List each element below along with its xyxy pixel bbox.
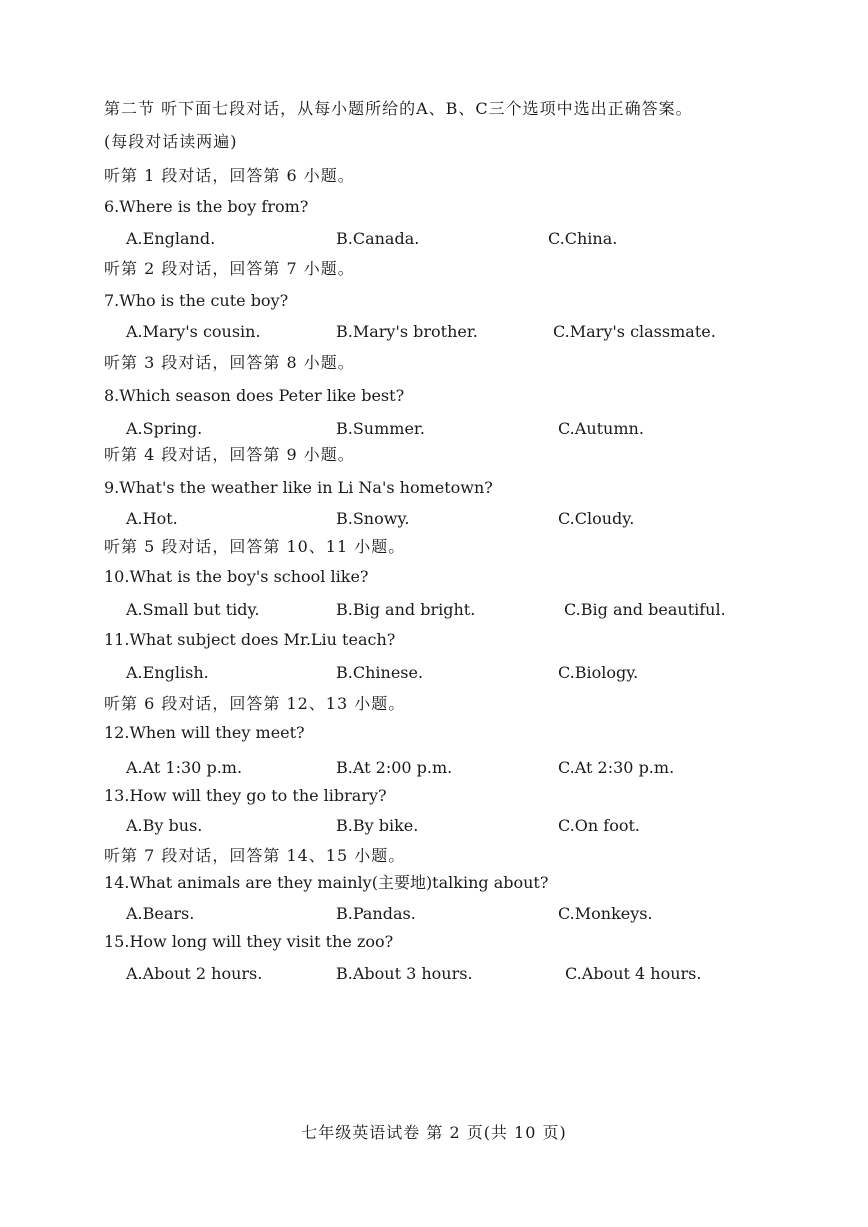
question-13-option-a: A.By bus. [126,816,203,835]
question-9-option-a: A.Hot. [126,509,178,528]
question-12: 12.When will they meet? [104,723,305,742]
question-6-option-a: A.England. [126,229,216,248]
question-15-option-a: A.About 2 hours. [126,964,263,983]
question-15-option-c: C.About 4 hours. [565,964,702,983]
question-11-option-c: C.Biology. [558,663,639,682]
question-12-option-a: A.At 1:30 p.m. [126,758,243,777]
question-9-option-c: C.Cloudy. [558,509,635,528]
dialog-instruction-7: 听第 7 段对话，回答第 14、15 小题。 [104,846,406,865]
page-footer: 七年级英语试卷 第 2 页(共 10 页) [301,1123,567,1142]
question-13: 13.How will they go to the library? [104,786,387,805]
question-11-option-b: B.Chinese. [336,663,424,682]
question-12-option-c: C.At 2:30 p.m. [558,758,675,777]
question-14: 14.What animals are they mainly(主要地)talking about? [104,873,549,892]
dialog-instruction-3: 听第 3 段对话，回答第 8 小题。 [104,353,355,372]
question-7-option-a: A.Mary's cousin. [126,322,261,341]
question-7-option-b: B.Mary's brother. [336,322,478,341]
question-6-option-b: B.Canada. [336,229,420,248]
question-8-option-c: C.Autumn. [558,419,644,438]
question-14-option-a: A.Bears. [126,904,195,923]
section-note: (每段对话读两遍) [104,132,238,151]
question-9: 9.What's the weather like in Li Na's hometown? [104,478,493,497]
question-13-option-b: B.By bike. [336,816,419,835]
question-11: 11.What subject does Mr.Liu teach? [104,630,396,649]
question-8-option-b: B.Summer. [336,419,425,438]
question-11-option-a: A.English. [126,663,209,682]
question-15: 15.How long will they visit the zoo? [104,932,394,951]
question-8: 8.Which season does Peter like best? [104,386,405,405]
question-10-option-a: A.Small but tidy. [126,600,260,619]
dialog-instruction-5: 听第 5 段对话，回答第 10、11 小题。 [104,537,406,556]
question-6: 6.Where is the boy from? [104,197,309,216]
dialog-instruction-1: 听第 1 段对话，回答第 6 小题。 [104,166,355,185]
question-9-option-b: B.Snowy. [336,509,410,528]
question-10-option-c: C.Big and beautiful. [564,600,726,619]
question-14-option-c: C.Monkeys. [558,904,653,923]
question-13-option-c: C.On foot. [558,816,640,835]
dialog-instruction-6: 听第 6 段对话，回答第 12、13 小题。 [104,694,406,713]
question-8-option-a: A.Spring. [126,419,203,438]
dialog-instruction-2: 听第 2 段对话，回答第 7 小题。 [104,259,355,278]
question-14-option-b: B.Pandas. [336,904,416,923]
dialog-instruction-4: 听第 4 段对话，回答第 9 小题。 [104,445,355,464]
question-7-option-c: C.Mary's classmate. [553,322,716,341]
question-10-option-b: B.Big and bright. [336,600,476,619]
question-7: 7.Who is the cute boy? [104,291,289,310]
question-12-option-b: B.At 2:00 p.m. [336,758,453,777]
question-6-option-c: C.China. [548,229,618,248]
question-15-option-b: B.About 3 hours. [336,964,473,983]
section-title: 第二节 听下面七段对话，从每小题所给的A、B、C三个选项中选出正确答案。 [104,99,693,118]
question-10: 10.What is the boy's school like? [104,567,369,586]
